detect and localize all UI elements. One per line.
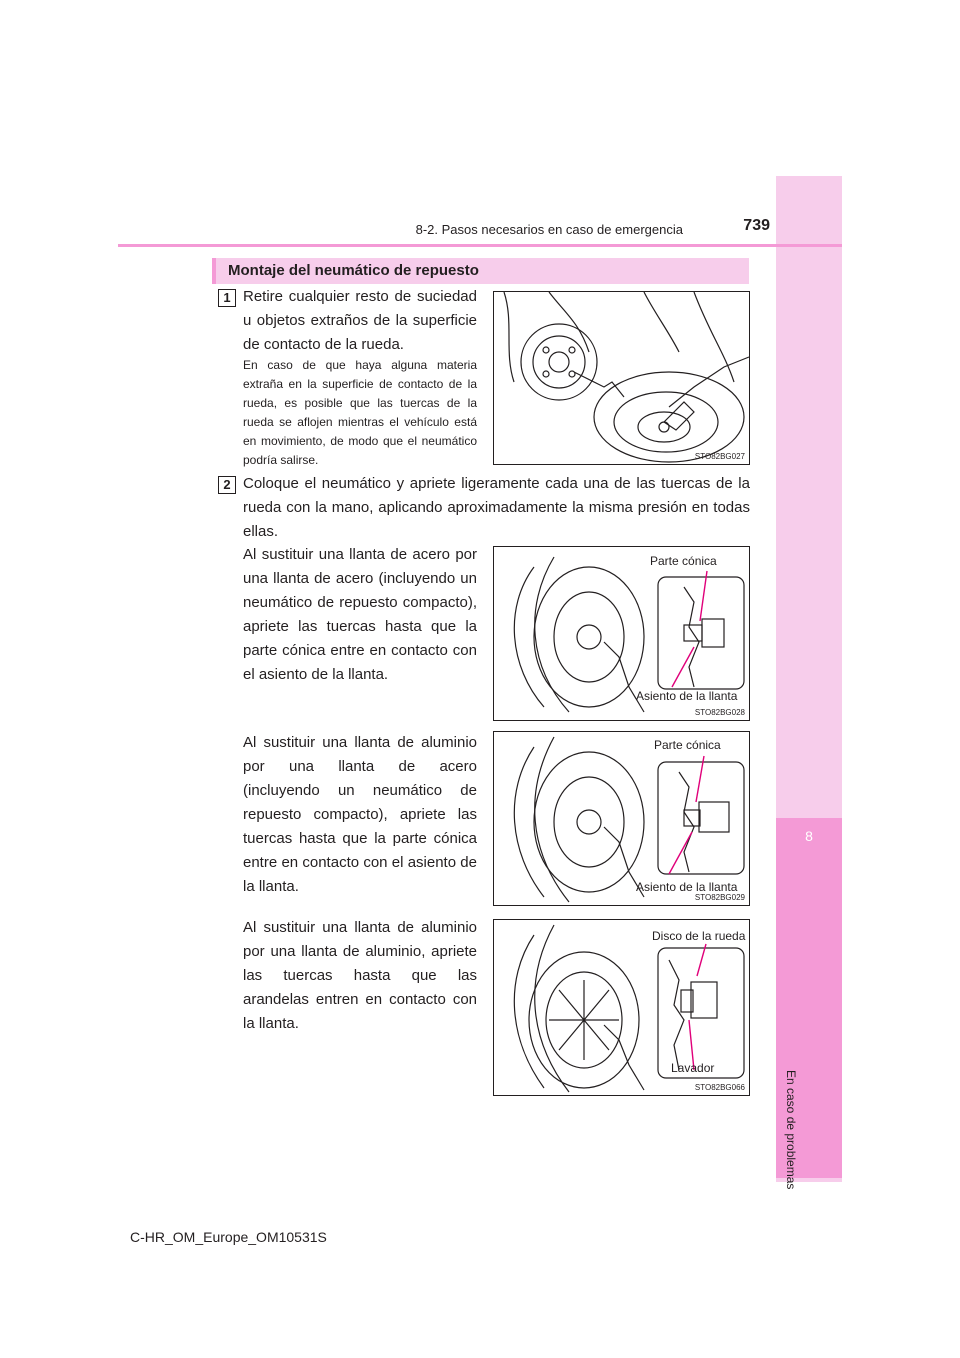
step-2-text: Coloque el neumático y apriete ligeramente cada una de las tuercas de la rueda con la mano, aplicando aproximadamente la misma presión en todas ellas.: [243, 475, 750, 540]
page-number: 739: [743, 217, 770, 234]
running-header: 8-2. Pasos necesarios en caso de emergencia: [415, 222, 683, 237]
case-aluminum-to-steel-text: Al sustituir una llanta de aluminio por una llanta de acero (incluyendo un neumático de repuesto compacto), apriete las tuercas hasta que la parte cónica entre en contacto con el asiento de la llanta.: [243, 734, 477, 895]
callout-top: Parte cónica: [654, 738, 721, 752]
figure-code: STO82BG027: [694, 452, 745, 461]
figure-steel-to-steel: [493, 546, 750, 721]
figure-code: STO82BG029: [694, 893, 745, 902]
document-id: C-HR_OM_Europe_OM10531S: [130, 1229, 327, 1245]
callout-top: Parte cónica: [650, 554, 717, 568]
chapter-number: 8: [805, 828, 813, 844]
callout-bottom: Asiento de la llanta: [636, 880, 738, 894]
callout-line-bottom: [669, 832, 692, 874]
callout-line-top: [700, 571, 707, 621]
case-aluminum-to-aluminum-text: Al sustituir una llanta de aluminio por una llanta de aluminio, apriete las tuercas hasta que las arandelas entren en contacto con la llanta.: [243, 919, 477, 1032]
callout-top: Disco de la rueda: [652, 929, 746, 943]
step-marker-2: 2: [218, 476, 236, 494]
step-1-text: Retire cualquier resto de suciedad u objetos extraños de la superficie de contacto de la rueda.: [243, 288, 477, 353]
chapter-title: En caso de problemas: [784, 1070, 798, 1190]
callout-line-bottom: [672, 647, 694, 687]
section-heading: [212, 258, 749, 284]
header-rule: [118, 244, 842, 247]
section-heading-text: Montaje del neumático de repuesto: [228, 262, 479, 279]
callout-bottom: Asiento de la llanta: [636, 689, 738, 703]
figure-code: STO82BG066: [694, 1083, 745, 1092]
callout-bottom: Lavador: [671, 1061, 715, 1075]
step-1-note: En caso de que haya alguna materia extraña en la superficie de contacto de la rueda, es posible que las tuercas de la rueda se aflojen mientras el vehículo está en movimiento, de modo que el neumático podría salirse.: [243, 358, 477, 467]
wheel-cleaning-illustration: [494, 292, 751, 466]
callout-line-top: [697, 944, 706, 976]
callout-line-top: [696, 756, 704, 802]
step-marker-1: 1: [218, 289, 236, 307]
figure-clean-contact-surface: [493, 291, 750, 465]
case-steel-to-steel-text: Al sustituir una llanta de acero por una llanta de acero (incluyendo un neumático de repuesto compacto), apriete las tuercas hasta que la parte cónica entre en contacto con el asiento de la llanta.: [243, 546, 477, 683]
figure-code: STO82BG028: [694, 708, 745, 717]
figure-aluminum-to-steel: [493, 731, 750, 906]
figure-aluminum-to-aluminum: [493, 919, 750, 1096]
